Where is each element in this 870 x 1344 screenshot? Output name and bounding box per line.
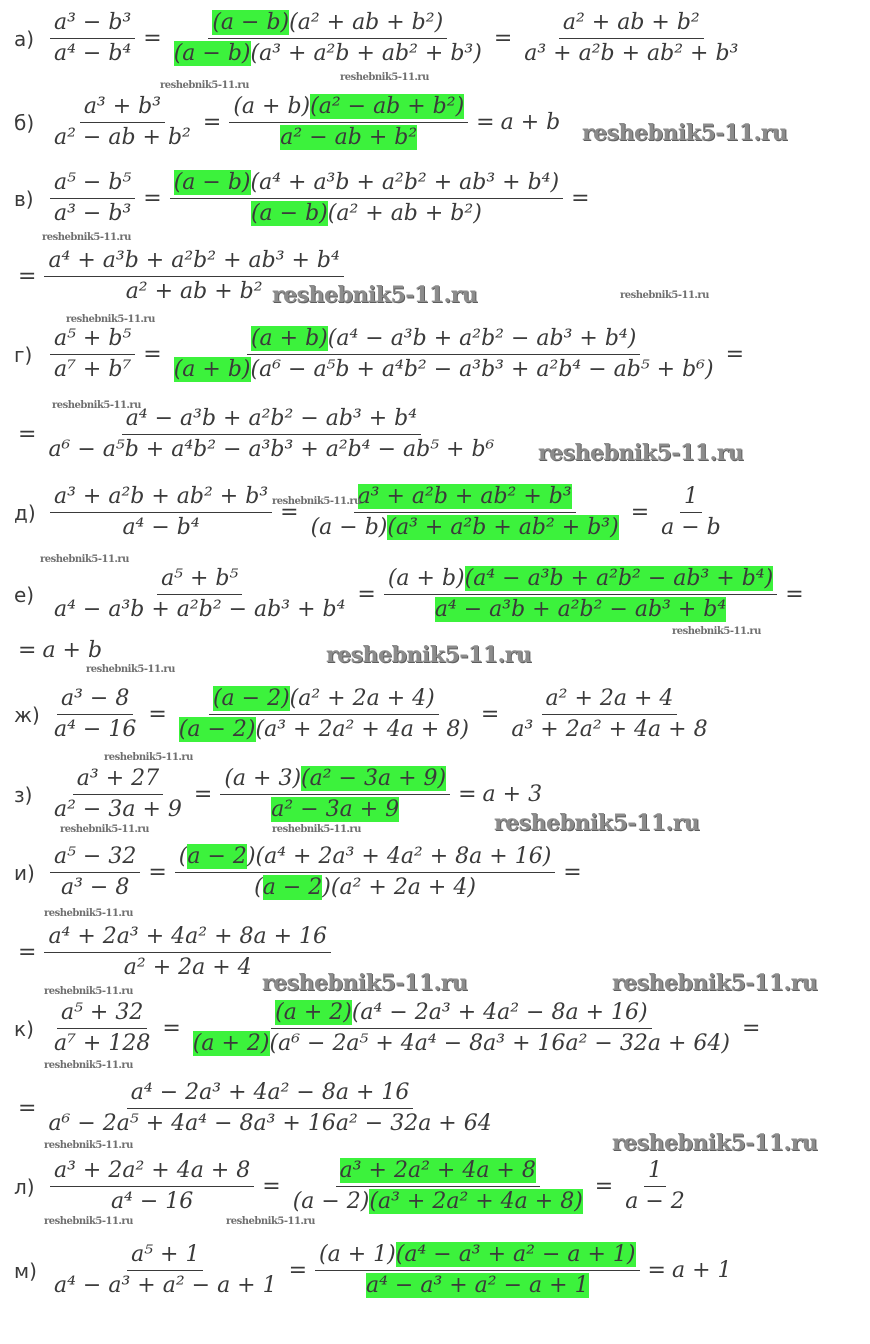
- denominator: a⁴ − b⁴: [54, 41, 132, 66]
- highlighted-factor: a² − 3a + 9: [271, 797, 400, 822]
- factor: (a + 1): [319, 1242, 396, 1267]
- numerator: a³ − b³: [50, 8, 135, 39]
- watermark: reshebnik5-11.ru: [44, 986, 133, 997]
- numerator: a³ + 2a² + 4a + 8: [50, 1156, 254, 1187]
- numerator: a⁵ + 32: [57, 998, 147, 1029]
- item-label: ж): [14, 702, 40, 727]
- item-label: е): [14, 582, 35, 607]
- fraction: [50, 842, 140, 903]
- equals-sign: =: [594, 1174, 614, 1199]
- numerator: [336, 1156, 540, 1187]
- denominator: a⁷ + 128: [54, 1031, 151, 1056]
- numerator: a³ + b³: [80, 92, 165, 123]
- denominator: a⁷ + b⁷: [54, 357, 132, 382]
- item-label: к): [14, 1016, 34, 1041]
- numerator: 1: [680, 482, 702, 513]
- factor: (a + b): [387, 566, 465, 591]
- factor: (a − 2): [292, 1189, 370, 1214]
- fraction: [220, 764, 450, 825]
- fraction: [189, 998, 734, 1059]
- fraction: [50, 92, 195, 153]
- item-label: в): [14, 186, 34, 211]
- equals-sign: =: [18, 422, 37, 447]
- highlighted-factor: (a⁴ − a³b + a²b² − ab³ + b⁴): [464, 566, 774, 591]
- denominator: a³ − 8: [61, 875, 130, 900]
- watermark: reshebnik5-11.ru: [582, 120, 788, 146]
- watermark: reshebnik5-11.ru: [44, 908, 133, 919]
- equals-sign: =: [571, 186, 590, 211]
- highlighted-factor: (a − b): [212, 10, 290, 35]
- highlighted-factor: (a + b): [173, 357, 251, 382]
- equals-sign: =: [563, 860, 582, 885]
- fraction: [50, 1240, 281, 1301]
- equation-b: [14, 92, 560, 153]
- denominator: a⁴ − b⁴: [122, 515, 200, 540]
- numerator: a² + ab + b²: [559, 8, 704, 39]
- numerator: a⁴ + a³b + a²b² + ab³ + b⁴: [44, 246, 343, 277]
- equals-sign: =: [143, 26, 162, 51]
- factor: (a⁴ − 2a³ + 4a² − 8a + 16): [351, 1000, 648, 1025]
- numerator: [271, 998, 651, 1029]
- factor: (a³ + a²b + ab² + b³): [250, 41, 482, 66]
- fraction: [384, 564, 777, 625]
- factor: (a + 3): [224, 766, 302, 791]
- equation-zh: [14, 684, 714, 745]
- numerator: [315, 1240, 639, 1271]
- fraction: [621, 1156, 689, 1217]
- numerator: [220, 764, 450, 795]
- denominator: a³ + a²b + ab² + b³: [524, 41, 739, 66]
- equals-sign: =: [148, 702, 167, 727]
- denominator: [170, 355, 718, 385]
- numerator: a⁵ − b⁵: [50, 168, 135, 199]
- item-label: м): [14, 1258, 37, 1283]
- paren: (: [178, 844, 188, 869]
- highlighted-factor: (a − b): [173, 41, 251, 66]
- factor: (a² + ab + b²): [289, 10, 444, 35]
- watermark: reshebnik5-11.ru: [672, 626, 761, 637]
- denominator: a⁴ − 16: [54, 717, 137, 742]
- watermark: reshebnik5-11.ru: [262, 970, 468, 996]
- fraction: [44, 1078, 495, 1139]
- denominator: [307, 513, 623, 543]
- factor: (a⁴ + 2a³ + 4a² + 8a + 16): [255, 844, 552, 869]
- fraction: [175, 842, 556, 903]
- watermark: reshebnik5-11.ru: [44, 1140, 133, 1151]
- equals-sign: =: [476, 110, 495, 135]
- factor: (a³ + 2a² + 4a + 8): [255, 717, 469, 742]
- fraction: [170, 168, 563, 229]
- equation-g: [14, 324, 750, 385]
- watermark: reshebnik5-11.ru: [272, 496, 361, 507]
- watermark: reshebnik5-11.ru: [52, 400, 141, 411]
- item-label: з): [14, 782, 33, 807]
- denominator: [362, 1271, 593, 1301]
- watermark: reshebnik5-11.ru: [66, 314, 155, 325]
- highlighted-factor: a − 2: [187, 844, 247, 869]
- fraction: [170, 8, 486, 69]
- equals-sign: =: [288, 1258, 308, 1283]
- equation-z: [14, 764, 542, 825]
- equation-a: [14, 8, 744, 69]
- highlighted-factor: (a − 2): [212, 686, 290, 711]
- fraction: [50, 168, 135, 229]
- denominator: a⁴ − a³ + a² − a + 1: [54, 1273, 277, 1298]
- denominator: [170, 39, 486, 69]
- item-label: л): [14, 1174, 35, 1199]
- equals-sign: =: [493, 26, 513, 51]
- highlighted-factor: (a + 2): [192, 1031, 270, 1056]
- fraction: [507, 684, 711, 745]
- numerator: [384, 564, 777, 595]
- fraction: [50, 564, 349, 625]
- watermark: reshebnik5-11.ru: [272, 824, 361, 835]
- watermark: reshebnik5-11.ru: [326, 642, 532, 668]
- highlighted-factor: a⁴ − a³ + a² − a + 1: [365, 1273, 589, 1298]
- numerator: [208, 8, 447, 39]
- equation-m: [14, 1240, 732, 1301]
- equals-sign: =: [741, 1016, 761, 1041]
- equals-sign: =: [18, 1096, 37, 1121]
- highlighted-factor: (a² − 3a + 9): [301, 766, 447, 791]
- fraction: [50, 482, 272, 543]
- result: a + 3: [482, 782, 543, 807]
- factor: (a² + 2a + 4): [289, 686, 435, 711]
- equals-sign: =: [785, 582, 804, 607]
- equation-e-continuation: [12, 638, 102, 663]
- fraction: [315, 1240, 639, 1301]
- numerator: a⁴ − 2a³ + 4a² − 8a + 16: [127, 1078, 414, 1109]
- watermark: reshebnik5-11.ru: [44, 1216, 133, 1227]
- watermark: reshebnik5-11.ru: [340, 72, 429, 83]
- watermark: reshebnik5-11.ru: [272, 282, 478, 308]
- watermark: reshebnik5-11.ru: [620, 290, 709, 301]
- numerator: a⁵ + 1: [127, 1240, 203, 1271]
- watermark: reshebnik5-11.ru: [538, 440, 744, 466]
- equals-sign: =: [162, 1016, 181, 1041]
- numerator: [354, 482, 576, 513]
- item-label: и): [14, 860, 35, 885]
- fraction: [657, 482, 725, 543]
- equals-sign: =: [148, 860, 167, 885]
- numerator: [170, 168, 563, 199]
- equals-sign: =: [202, 110, 222, 135]
- denominator: [250, 873, 480, 903]
- equation-g-continuation: [12, 404, 500, 465]
- watermark: reshebnik5-11.ru: [86, 664, 175, 675]
- highlighted-factor: (a − b): [173, 170, 251, 195]
- factor: (a⁶ − a⁵b + a⁴b² − a³b³ + a²b⁴ − ab⁵ + b⁶): [250, 357, 714, 382]
- denominator: a² − 3a + 9: [54, 797, 182, 822]
- result: a + b: [500, 110, 561, 135]
- denominator: a² + ab + b²: [125, 279, 263, 304]
- numerator: a² + 2a + 4: [542, 684, 678, 715]
- equals-sign: =: [262, 1174, 281, 1199]
- numerator: a⁵ + b⁵: [157, 564, 242, 595]
- highlighted-factor: (a⁴ − a³ + a² − a + 1): [395, 1242, 636, 1267]
- numerator: [209, 684, 439, 715]
- fraction: [50, 324, 135, 385]
- denominator: a³ − b³: [54, 201, 132, 226]
- fraction: [44, 404, 498, 465]
- equals-sign: =: [18, 264, 37, 289]
- denominator: [289, 1187, 587, 1217]
- equals-sign: =: [630, 500, 650, 525]
- factor: (a² + 2a + 4): [330, 875, 476, 900]
- fraction: [50, 764, 186, 825]
- item-label: д): [14, 500, 36, 525]
- watermark: reshebnik5-11.ru: [612, 1130, 818, 1156]
- denominator: a⁶ − a⁵b + a⁴b² − a³b³ + a²b⁴ − ab⁵ + b⁶: [48, 437, 495, 462]
- highlighted-factor: (a − b): [250, 201, 328, 226]
- watermark: reshebnik5-11.ru: [104, 752, 193, 763]
- fraction: [289, 1156, 587, 1217]
- denominator: a⁶ − 2a⁵ + 4a⁴ − 8a³ + 16a² − 32a + 64: [48, 1111, 492, 1136]
- highlighted-factor: (a − 2): [178, 717, 256, 742]
- equals-sign: =: [280, 500, 299, 525]
- denominator: [431, 595, 730, 625]
- equals-sign: =: [143, 186, 162, 211]
- highlighted-factor: a³ + a²b + ab² + b³: [357, 484, 572, 509]
- denominator: [276, 123, 421, 153]
- denominator: a⁴ − a³b + a²b² − ab³ + b⁴: [54, 597, 346, 622]
- highlighted-factor: a² − ab + b²: [280, 125, 418, 150]
- highlighted-factor: (a³ + 2a² + 4a + 8): [369, 1189, 583, 1214]
- paren: ): [322, 875, 331, 900]
- denominator: [267, 795, 403, 825]
- watermark: reshebnik5-11.ru: [160, 80, 249, 91]
- numerator: a³ + 27: [73, 764, 163, 795]
- factor: (a⁴ − a³b + a²b² − ab³ + b⁴): [327, 326, 637, 351]
- numerator: [175, 842, 556, 873]
- denominator: a² + 2a + 4: [123, 955, 252, 980]
- equals-sign: =: [143, 342, 162, 367]
- equals-sign: =: [357, 582, 376, 607]
- numerator: [229, 92, 468, 123]
- highlighted-factor: a⁴ − a³b + a²b² − ab³ + b⁴: [434, 597, 727, 622]
- equals-sign: =: [480, 702, 500, 727]
- factor: (a² + ab + b²): [327, 201, 482, 226]
- watermark: reshebnik5-11.ru: [60, 824, 149, 835]
- fraction: [229, 92, 468, 153]
- fraction: [50, 8, 135, 69]
- fraction: [50, 684, 140, 745]
- factor: (a − b): [310, 515, 388, 540]
- equation-v: [14, 168, 596, 229]
- numerator: a³ − 8: [57, 684, 133, 715]
- numerator: [247, 324, 640, 355]
- denominator: a⁴ − 16: [110, 1189, 194, 1214]
- highlighted-factor: (a² − ab + b²): [310, 94, 465, 119]
- denominator: [189, 1029, 734, 1059]
- highlighted-factor: (a + 2): [275, 1000, 352, 1025]
- watermark: reshebnik5-11.ru: [226, 1216, 315, 1227]
- fraction: [170, 324, 718, 385]
- equals-sign: =: [725, 342, 745, 367]
- numerator: a⁵ − 32: [50, 842, 140, 873]
- item-label: а): [14, 26, 35, 51]
- fraction: [50, 1156, 254, 1217]
- numerator: a⁵ + b⁵: [50, 324, 135, 355]
- equation-d: [14, 482, 727, 543]
- highlighted-factor: (a + b): [250, 326, 328, 351]
- watermark: reshebnik5-11.ru: [40, 554, 129, 565]
- result: a + b: [42, 638, 103, 663]
- factor: (a + b): [233, 94, 311, 119]
- numerator: a⁴ + 2a³ + 4a² + 8a + 16: [44, 922, 331, 953]
- denominator: a³ + 2a² + 4a + 8: [511, 717, 708, 742]
- equals-sign: =: [647, 1258, 666, 1283]
- paren: ): [246, 844, 256, 869]
- equals-sign: =: [193, 782, 213, 807]
- denominator: a² − ab + b²: [54, 125, 191, 150]
- equals-sign: =: [18, 940, 37, 965]
- watermark: reshebnik5-11.ru: [44, 1060, 133, 1071]
- item-label: г): [14, 342, 33, 367]
- equals-sign: =: [18, 638, 37, 663]
- numerator: 1: [644, 1156, 666, 1187]
- watermark: reshebnik5-11.ru: [612, 970, 818, 996]
- factor: (a⁶ − 2a⁵ + 4a⁴ − 8a³ + 16a² − 32a + 64): [269, 1031, 730, 1056]
- fraction: [307, 482, 623, 543]
- highlighted-factor: (a³ + a²b + ab² + b³): [387, 515, 619, 540]
- watermark: reshebnik5-11.ru: [42, 232, 131, 243]
- denominator: [175, 715, 473, 745]
- highlighted-factor: a³ + 2a² + 4a + 8: [339, 1158, 536, 1183]
- denominator: a − b: [661, 515, 721, 540]
- denominator: a − 2: [625, 1189, 685, 1214]
- numerator: a⁴ − a³b + a²b² − ab³ + b⁴: [122, 404, 421, 435]
- highlighted-factor: a − 2: [262, 875, 323, 900]
- equation-l: [14, 1156, 691, 1217]
- item-label: б): [14, 110, 35, 135]
- watermark: reshebnik5-11.ru: [494, 810, 700, 836]
- numerator: a³ + a²b + ab² + b³: [50, 482, 272, 513]
- equals-sign: =: [458, 782, 477, 807]
- paren: (: [254, 875, 263, 900]
- equation-e: [14, 564, 810, 625]
- fraction: [50, 998, 154, 1059]
- equation-k: [14, 998, 766, 1059]
- equation-k-continuation: [12, 1078, 498, 1139]
- equation-i: [14, 842, 588, 903]
- denominator: [247, 199, 486, 229]
- result: a + 1: [671, 1258, 732, 1283]
- factor: (a⁴ + a³b + a²b² + ab³ + b⁴): [250, 170, 560, 195]
- fraction: [175, 684, 473, 745]
- fraction: [520, 8, 742, 69]
